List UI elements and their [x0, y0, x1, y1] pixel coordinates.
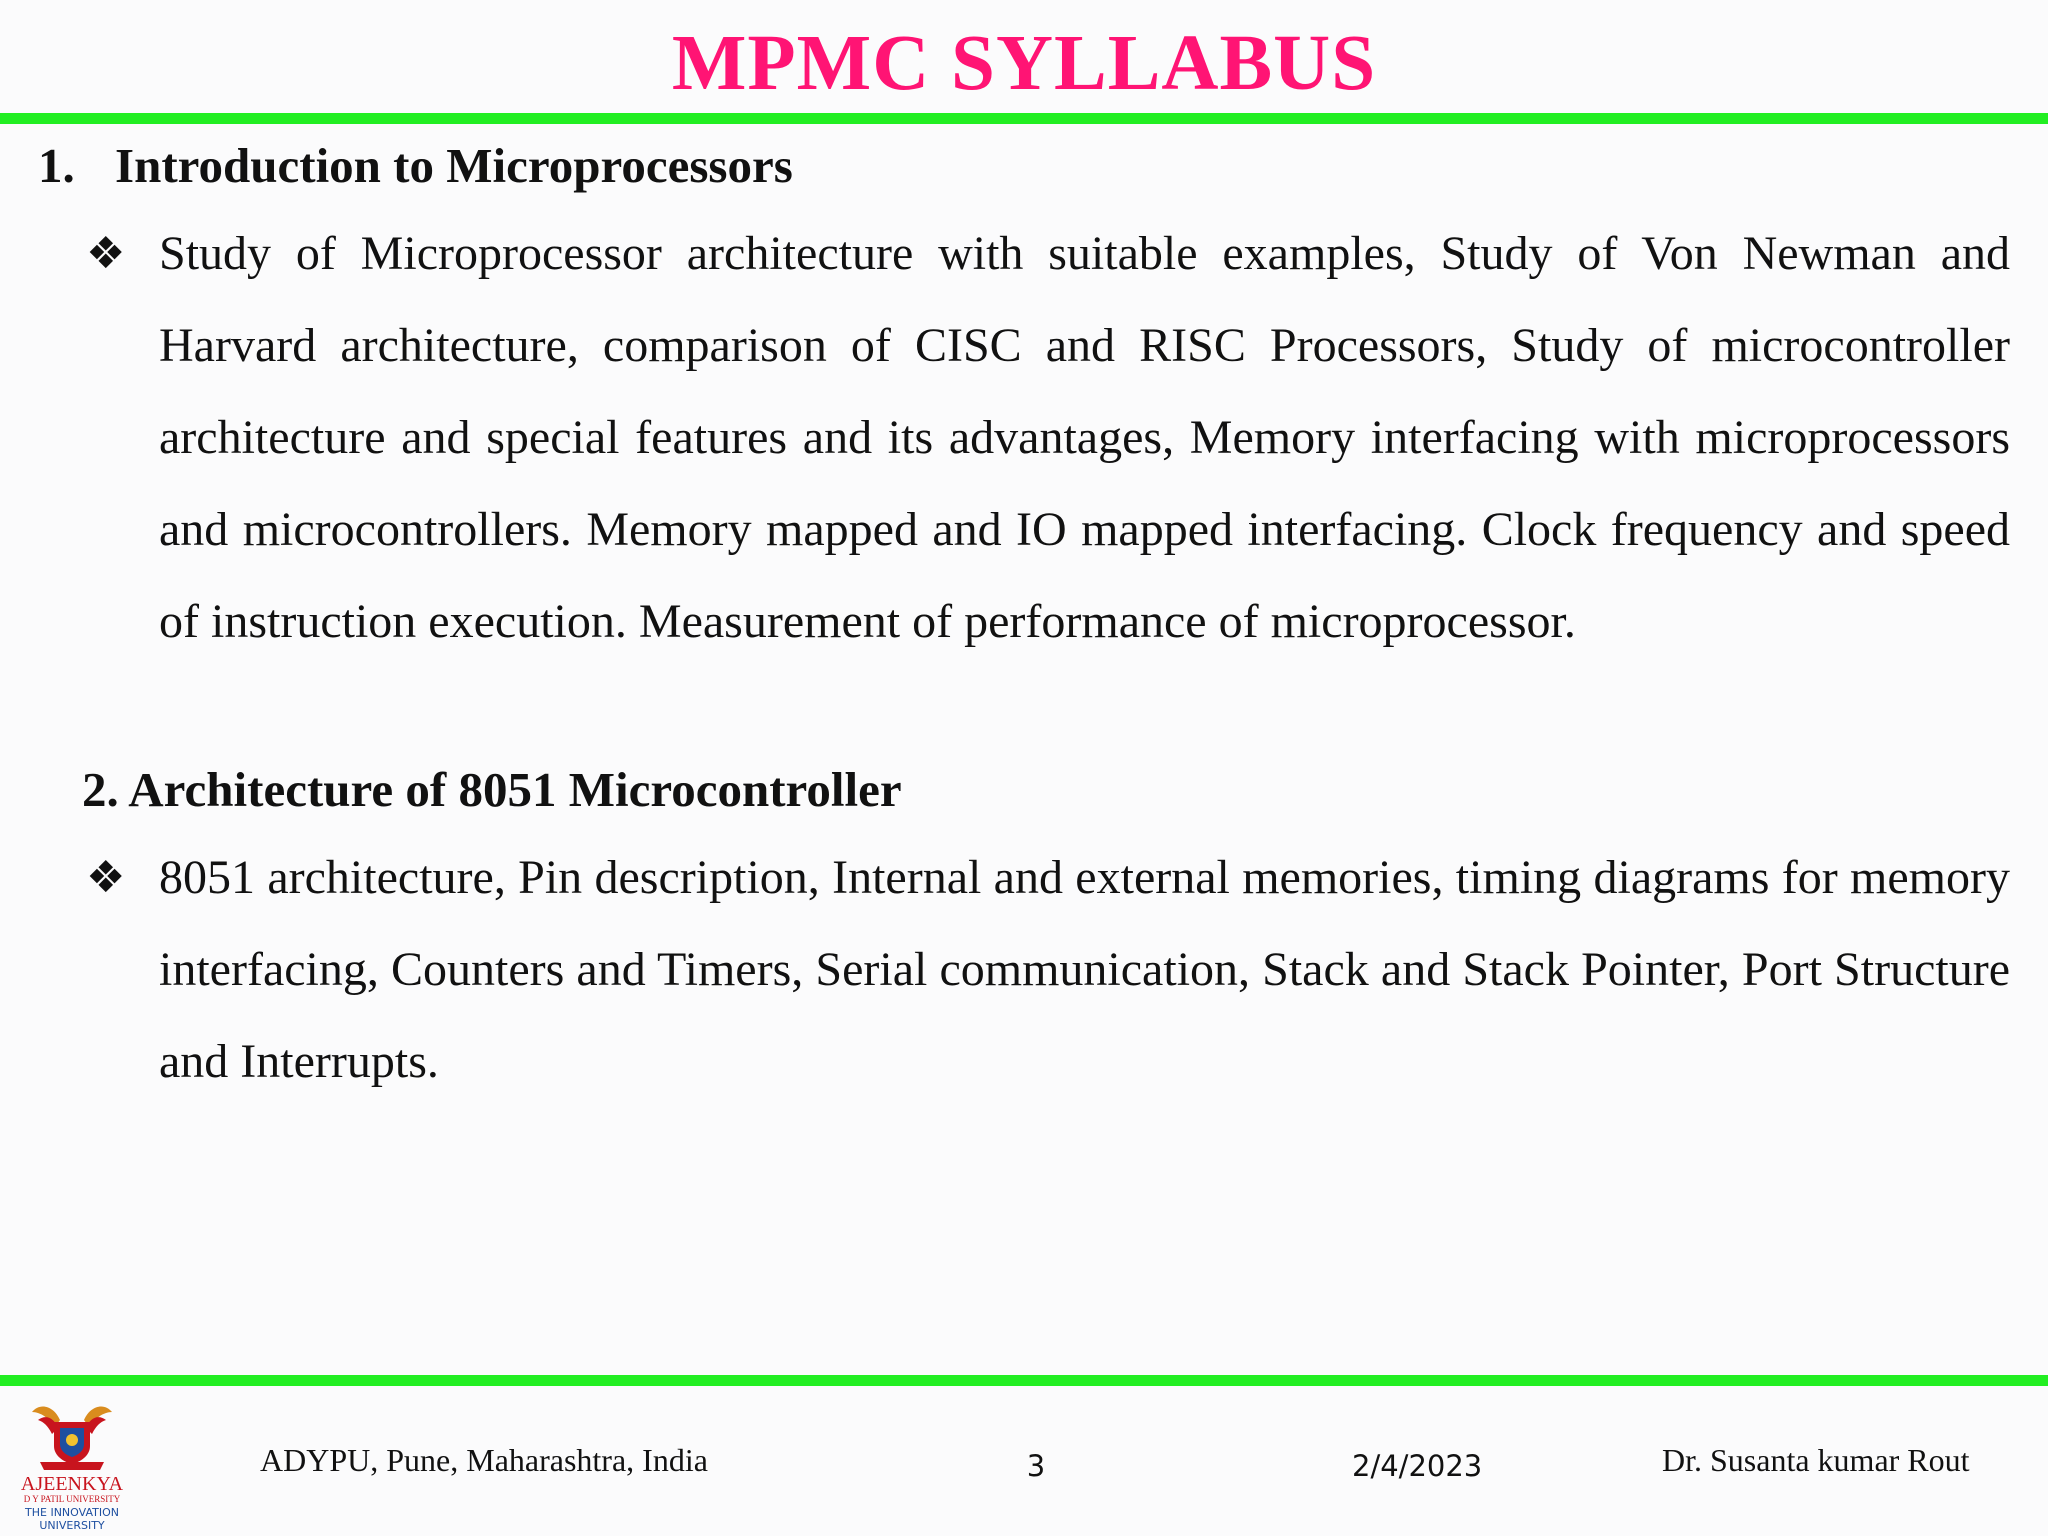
section-1-heading [38, 136, 793, 196]
university-logo [10, 1398, 134, 1530]
section-1-number: 1. [38, 138, 75, 193]
four-diamond-bullet-icon: ❖ [86, 228, 126, 279]
logo-subtext: D Y PATIL UNIVERSITY [23, 1494, 121, 1504]
footer-location: ADYPU, Pune, Maharashtra, India [260, 1442, 708, 1478]
logo-wordmark: AJEENKYA [20, 1473, 124, 1495]
top-divider [0, 113, 2048, 124]
section-2-heading: 2. Architecture of 8051 Microcontroller [82, 762, 902, 817]
footer-date: 2/4/2023 [1352, 1449, 1483, 1483]
footer-author: Dr. Susanta kumar Rout [1662, 1442, 1970, 1478]
svg-text:UNIVERSITY: UNIVERSITY [39, 1519, 105, 1530]
footer-page-number: 3 [1026, 1449, 1046, 1483]
four-diamond-bullet-icon: ❖ [86, 852, 126, 903]
svg-text:THE INNOVATION: THE INNOVATION [25, 1506, 119, 1519]
section-2-bullet [86, 832, 2010, 1108]
section-1-bullet [86, 208, 2010, 760]
slide-title: MPMC SYLLABUS [671, 20, 1377, 107]
section-2-bullet-text: 8051 architecture, Pin description, Internal and external memories, timing diagrams for memory interfacing, Counters and Timers, Serial communication, Stack and Stack Pointer, Port Structure and Interrupts. [159, 851, 2010, 1088]
bottom-divider [0, 1375, 2048, 1386]
section-1-title: Introduction to Microprocessors [115, 138, 793, 193]
section-1-bullet-text: Study of Microprocessor architecture with suitable examples, Study of Von Newman and Harvard architecture, comparison of CISC and RISC Processors, Study of microcontroller architecture and special features and its advantages, Memory interfacing with microprocessors and microcontrollers. Memory mapped and IO mapped interfacing. Clock frequency and speed of instruction execution. Measurement of performance of microprocessor. [159, 227, 2010, 648]
